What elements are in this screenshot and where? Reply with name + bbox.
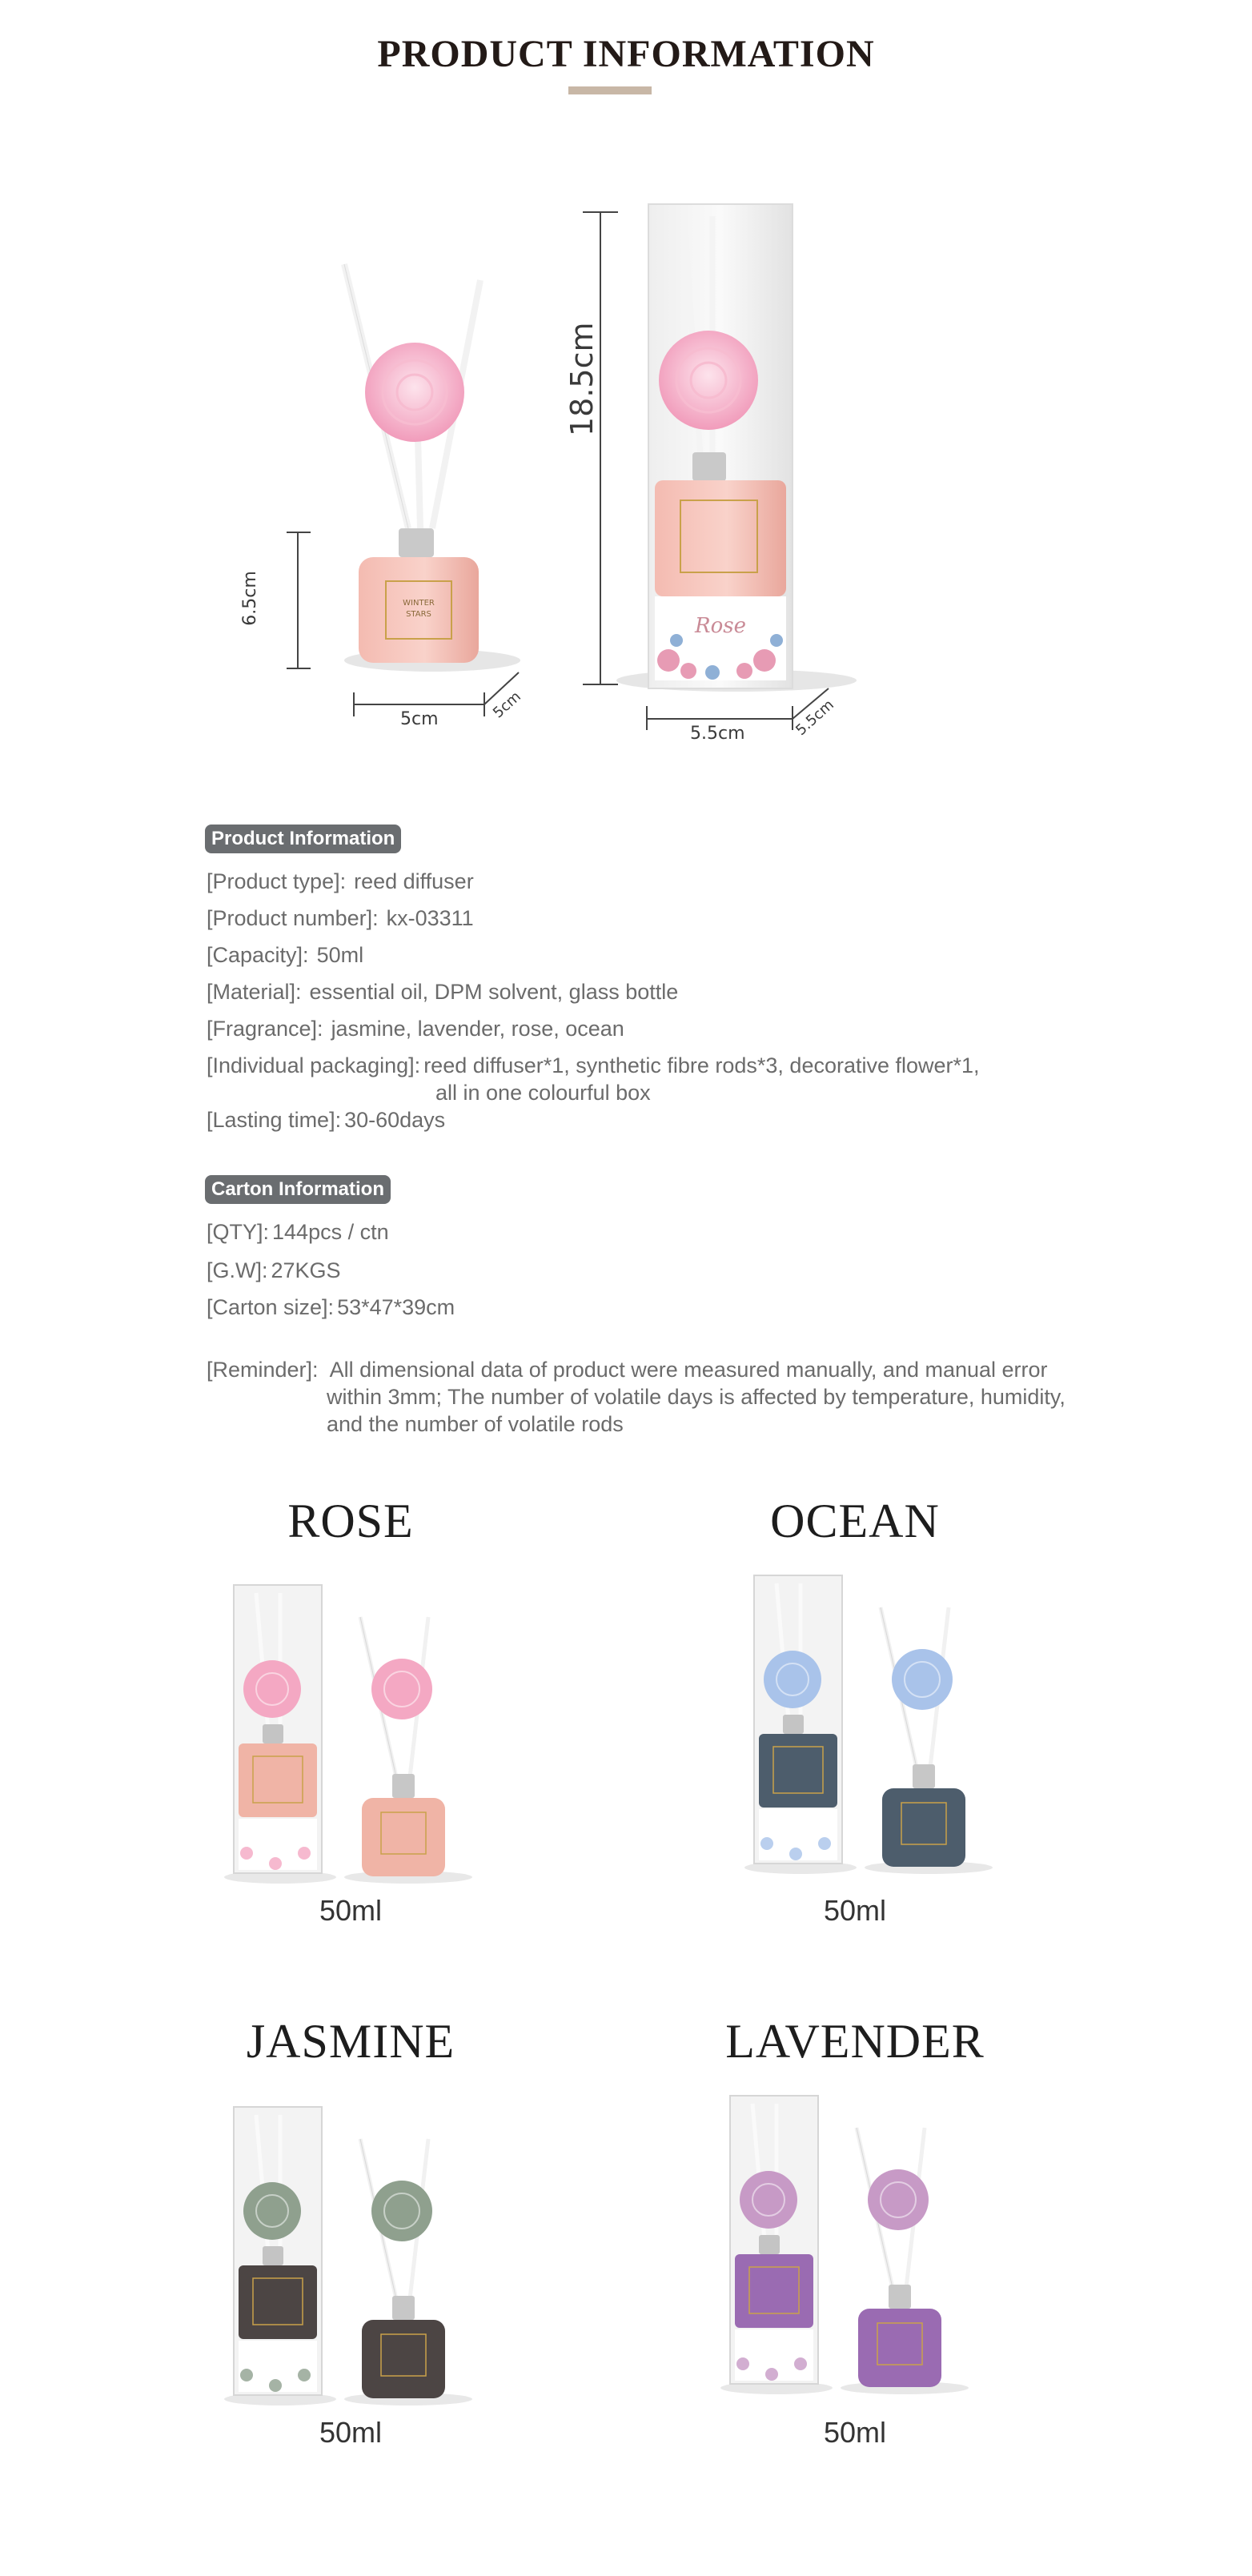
variant-image-rose [224,1569,512,1889]
info-value: 27KGS [271,1258,341,1282]
variant-svg [224,1569,512,1889]
flower-icon [371,1659,432,1719]
info-key: [Carton size]: [207,1295,335,1319]
bottle-body [362,1798,445,1876]
info-key: [Material]: [207,980,302,1004]
floral-dot [765,2368,778,2381]
variant-name-ocean: OCEAN [770,1495,940,1547]
info-key: [Lasting time]: [207,1108,342,1132]
info-row-individual-packaging-cont: all in one colourful box [435,1081,651,1105]
reminder-key: [Reminder]: [207,1358,319,1382]
info-value: essential oil, DPM solvent, glass bottle [309,980,679,1004]
floral-dot [240,2369,253,2381]
flower-icon [365,343,464,442]
product-info-badge: Product Information [205,825,401,853]
box-bottle-band [759,1734,837,1808]
box-flower-icon [764,1651,821,1708]
reminder-line2: within 3mm; The number of volatile days is affected by temperature, humidity, [327,1385,1065,1409]
info-value: 50ml [316,943,364,967]
carton-row-carton-size [207,1295,455,1320]
carton-row-gw [207,1258,341,1283]
variant-svg [744,1559,1033,1880]
info-row-capacity [207,943,363,968]
box-bottle-band [735,2254,813,2328]
floral-dot [818,1837,831,1850]
info-row-product-number [207,906,474,931]
variant-svg [224,2091,512,2411]
box-bottle-band [655,480,786,596]
box-flower-icon [659,331,758,430]
info-value: 30-60days [344,1108,446,1132]
box-flower-icon [740,2171,797,2229]
dim-bottle-depth: 5cm [489,688,524,722]
hero-svg [264,192,905,752]
dim-bottle-width: 5cm [400,709,439,729]
info-row-fragrance [207,1017,624,1041]
variant-image-lavender [720,2080,1009,2400]
info-value: kx-03311 [386,906,474,930]
bottle-cap [392,1774,415,1798]
variant-capacity-jasmine: 50ml [319,2416,383,2449]
floral-dot [789,1848,802,1860]
floral-dot [794,2357,807,2370]
box-cap [759,2235,780,2254]
box-script: Rose [695,614,746,638]
box-flower-icon [243,1660,301,1718]
flower-icon [371,2181,432,2241]
variant-capacity-lavender: 50ml [823,2416,887,2449]
bottle-body [858,2309,941,2387]
floral-dot [269,1857,282,1870]
floral-dot [269,2379,282,2392]
dim-box-depth: 5.5cm [793,696,837,740]
info-key: [Individual packaging]: [207,1053,421,1077]
dim-box-height: 18.5cm [564,322,600,436]
bottle-cap [913,1764,935,1788]
info-key: [Capacity]: [207,943,309,967]
label-line2: STARS [406,610,431,619]
box-cap [263,1724,283,1743]
info-value: reed diffuser [354,869,474,893]
info-value: 144pcs / ctn [272,1220,389,1244]
info-value: jasmine, lavender, rose, ocean [331,1017,624,1041]
variant-image-jasmine [224,2091,512,2411]
bottle-cap [889,2285,911,2309]
box-bottle-band [239,2265,317,2339]
variant-capacity-rose: 50ml [319,1894,383,1927]
variant-name-jasmine: JASMINE [246,2015,455,2068]
page-title: PRODUCT INFORMATION [377,33,875,75]
info-key: [QTY]: [207,1220,270,1244]
info-value: 53*47*39cm [337,1295,455,1319]
bottle-cap [392,2296,415,2320]
variant-name-lavender: LAVENDER [725,2015,985,2068]
info-row-product-type [207,869,474,894]
box-cap [783,1715,804,1734]
bottle-cap [399,528,434,557]
hero-product-illustration [239,192,905,752]
info-key: [Fragrance]: [207,1017,323,1041]
info-value: reed diffuser*1, synthetic fibre rods*3, decorative flower*1, [423,1053,980,1077]
carton-info-badge: Carton Information [205,1175,391,1204]
box-cap [263,2246,283,2265]
floral-dot [760,1837,773,1850]
floral-dot [240,1847,253,1860]
reminder-line1: All dimensional data of product were measured manually, and manual error [329,1358,1048,1382]
variant-image-ocean [744,1559,1033,1880]
info-key: [G.W]: [207,1258,268,1282]
variant-svg [720,2080,1009,2400]
floral-dot [298,1847,311,1860]
variant-capacity-ocean: 50ml [823,1894,887,1927]
info-row-lasting-time [207,1108,445,1133]
title-underline [568,86,652,94]
dim-bottle-height: 6.5cm [239,571,260,626]
bottle-body [882,1788,965,1867]
flower-icon [892,1649,953,1710]
box-bottle-band [239,1743,317,1817]
flower-icon [868,2169,929,2230]
dim-box-width: 5.5cm [690,724,745,744]
floral-dot [736,2357,749,2370]
bottle-body [362,2320,445,2398]
info-key: [Product type]: [207,869,347,893]
reminder-row [207,1358,1048,1382]
label-line1: WINTER [403,599,435,608]
box-flower-icon [243,2182,301,2240]
carton-row-qty [207,1220,389,1245]
info-row-material [207,980,678,1005]
info-key: [Product number]: [207,906,379,930]
reminder-line3: and the number of volatile rods [327,1412,624,1436]
floral-dot [298,2369,311,2381]
variant-name-rose: ROSE [287,1495,414,1547]
info-row-individual-packaging [207,1053,980,1078]
